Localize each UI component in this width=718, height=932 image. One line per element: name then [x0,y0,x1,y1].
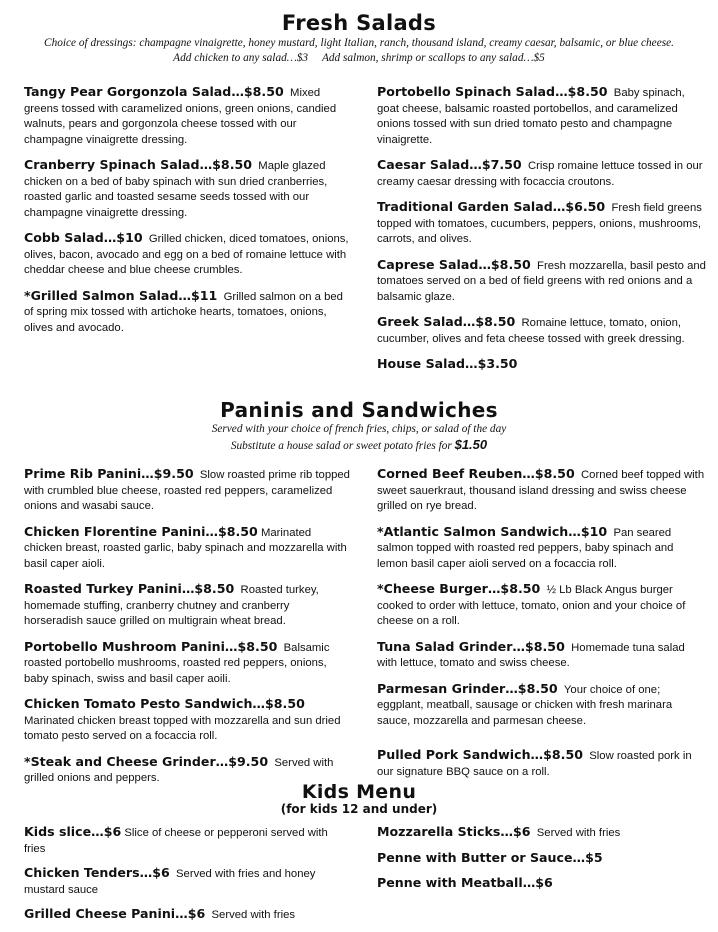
panini-substitute-price: $1.50 [454,437,488,452]
menu-item [24,696,351,745]
item-description: Roasted turkey, homemade stuffing, cranberry chutney and cranberry horseradish sauce grilled on multigrain wheat bread. [24,584,319,627]
panini-substitute-text: Substitute a house salad or sweet potato fries for [230,440,452,452]
item-name: Chicken Florentine Panini…$8.50 [24,523,258,539]
menu-item [377,356,706,374]
item-description: Grilled salmon on a bed of spring mix tossed with artichoke hearts, tomatoes, onions, olives and avocado. [24,290,343,334]
menu-item [24,157,351,221]
item-name: Corned Beef Reuben…$8.50 [377,466,575,481]
item-description: Served with fries [536,827,621,839]
salads-addons-note: Add chicken to any salad…$3 Add salmon, shrimp or scallops to any salad…$5 [173,52,545,64]
kids-title: Kids Menu [301,781,417,803]
salads-columns [24,84,706,383]
item-description: Mixed greens tossed with caramelized onions, green onions, candied walnuts, pears and gorgonzola cheese tossed with our champagne vinaigrette dressing. [24,87,337,146]
item-description: Pan seared salmon topped with roasted red peppers, baby spinach and lemon basil caper aioli served on a focaccia roll. [377,526,674,570]
panini-title: Paninis and Sandwiches [220,398,498,422]
menu-item [377,524,706,573]
item-description: Marinated chicken breast, roasted garlic, baby spinach and mozzarella with basil caper aioli. [24,526,347,570]
salads-right-column [365,84,706,383]
item-name: Portobello Mushroom Panini…$8.50 [24,638,278,654]
salads-section [0,10,718,66]
item-name: Tangy Pear Gorgonzola Salad…$8.50 [24,84,284,99]
menu-item [377,314,706,347]
panini-section [0,398,718,454]
panini-sides-note: Served with your choice of french fries, chips, or salad of the day [211,423,507,435]
menu-item [377,681,706,730]
menu-item [377,157,706,190]
kids-columns [24,824,706,932]
kids-right-column [365,824,706,932]
kids-left-column [24,824,365,932]
menu-item [377,466,706,515]
item-name: *Steak and Cheese Grinder…$9.50 [24,753,269,769]
item-name: Parmesan Grinder…$8.50 [377,680,558,696]
item-name: Penne with Butter or Sauce…$5 [377,849,603,865]
kids-section [0,781,718,816]
item-name: *Atlantic Salmon Sandwich…$10 [377,523,608,539]
panini-substitute-note [0,437,718,454]
item-description: Slow roasted prime rib topped with crumbled blue cheese, roasted red peppers, caramelized onions and wasabi sauce. [24,469,350,512]
item-description: Grilled chicken, diced tomatoes, onions, olives, bacon, avocado and egg on a bed of romaine lettuce with cheddar cheese and blue cheese crumbles. [24,233,349,276]
item-name: Grilled Cheese Panini…$6 [24,906,206,921]
item-description: Balsamic roasted portobello mushrooms, roasted red peppers, onions, baby spinach, swiss and basil caper aoili. [24,641,330,685]
kids-age-note: (for kids 12 and under) [280,802,438,816]
menu-item [377,84,706,148]
item-description: Served with fries [211,909,296,921]
menu-item [24,84,351,148]
item-description: Slow roasted pork in our signature BBQ sauce on a roll. [377,750,692,778]
menu-item [377,199,706,248]
item-name: Caprese Salad…$8.50 [377,256,531,272]
panini-right-column [365,466,706,796]
menu-item [24,466,351,515]
item-description: Slice of cheese or pepperoni served with fries [24,827,328,855]
salads-title: Fresh Salads [281,11,437,35]
menu-item [377,875,706,893]
item-name: House Salad…$3.50 [377,356,518,371]
panini-columns [24,466,706,796]
item-name: *Grilled Salmon Salad…$11 [24,287,218,303]
salads-left-column [24,84,365,383]
item-description: Marinated chicken breast topped with mozzarella and sun dried tomato pesto served on a focaccia roll. [24,714,341,742]
item-description: ½ Lb Black Angus burger cooked to order with lettuce, tomato, onion and your choice of cheese on a roll. [377,584,686,627]
item-name: Pulled Pork Sandwich…$8.50 [377,747,583,762]
menu-item [24,230,351,279]
item-name: Cobb Salad…$10 [24,230,143,245]
item-description: Served with fries and honey mustard sauce [24,868,316,896]
item-name: Penne with Meatball…$6 [377,875,553,890]
panini-left-column [24,466,365,796]
menu-item [24,581,351,630]
item-description: Crisp romaine lettuce tossed in our creamy caesar dressing with focaccia croutons. [377,160,703,188]
item-description: Served with grilled onions and peppers. [24,756,334,784]
item-name: Prime Rib Panini…$9.50 [24,466,194,481]
menu-item [24,824,351,857]
item-description: Corned beef topped with sweet sauerkraut, thousand island dressing and swiss cheese grilled on rye bread. [377,469,705,512]
menu-item [377,850,706,868]
item-description: Baby spinach, goat cheese, balsamic roasted portobellos, and caramelized onions tossed with sun dried tomato pesto and champagne vinaigrette. [377,87,685,146]
menu-item [377,824,706,842]
item-description: Homemade tuna salad with lettuce, tomato and swiss cheese. [377,641,685,669]
item-name: Tuna Salad Grinder…$8.50 [377,638,565,654]
menu-item [377,257,706,306]
item-name: Mozzarella Sticks…$6 [377,824,531,839]
item-description: Your choice of one; eggplant, meatball, sausage or chicken with fresh marinara sauce, mozzarella and parmesan cheese. [377,683,673,727]
item-description: Fresh mozzarella, basil pesto and tomatoes served on a bed of field greens with red onions and a balsamic glaze. [377,259,706,303]
item-name: Portobello Spinach Salad…$8.50 [377,84,608,99]
item-name: Cranberry Spinach Salad…$8.50 [24,157,252,172]
item-name: Traditional Garden Salad…$6.50 [377,199,606,214]
item-name: Chicken Tenders…$6 [24,865,170,880]
item-name: Kids slice…$6 [24,824,122,839]
menu-item [24,524,351,573]
menu-item [24,639,351,688]
item-name: Roasted Turkey Panini…$8.50 [24,581,235,596]
menu-item [377,747,706,780]
item-name: Greek Salad…$8.50 [377,314,516,329]
menu-item [377,639,706,672]
item-name: *Cheese Burger…$8.50 [377,581,541,596]
item-description: Maple glazed chicken on a bed of baby spinach with sun dried cranberries, roasted garlic and toasted sesame seeds tossed with our champagne vinaigrette dressing. [24,160,328,219]
menu-item [377,581,706,630]
item-description: Romaine lettuce, tomato, onion, cucumber, olives and feta cheese tossed with greek dressing. [377,317,685,345]
menu-item [24,865,351,898]
item-name: Caesar Salad…$7.50 [377,157,522,172]
item-name: Chicken Tomato Pesto Sandwich…$8.50 [24,696,305,711]
salads-dressings-note: Choice of dressings: champagne vinaigrette, honey mustard, light Italian, ranch, thousand island, creamy caesar, balsamic, or blue cheese. [44,37,674,49]
menu-item [24,288,351,337]
item-description: Fresh field greens topped with tomatoes, cucumbers, peppers, onions, mushrooms, carrots, and olives. [377,202,702,245]
